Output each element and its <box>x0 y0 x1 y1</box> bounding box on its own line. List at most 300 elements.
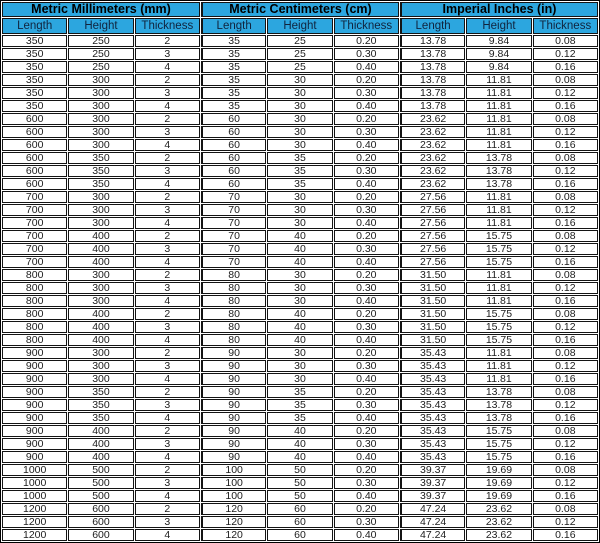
cell: 0.20 <box>334 386 399 398</box>
cell: 35.43 <box>400 438 465 450</box>
cell: 60 <box>267 529 332 541</box>
cell: 300 <box>68 126 133 138</box>
table-row <box>2 61 598 73</box>
cell: 300 <box>68 282 133 294</box>
cell: 2 <box>135 191 200 203</box>
table-row <box>2 113 598 125</box>
cell: 0.08 <box>533 308 598 320</box>
cell: 80 <box>201 334 266 346</box>
table-row <box>2 360 598 372</box>
cell: 900 <box>2 425 67 437</box>
cell: 500 <box>68 477 133 489</box>
cell: 23.62 <box>466 529 531 541</box>
cell: 0.30 <box>334 321 399 333</box>
cell: 4 <box>135 256 200 268</box>
cell: 30 <box>267 347 332 359</box>
cell: 0.08 <box>533 503 598 515</box>
cell: 400 <box>68 425 133 437</box>
cell: 11.81 <box>466 373 531 385</box>
cell: 13.78 <box>466 386 531 398</box>
cell: 30 <box>267 100 332 112</box>
cell: 19.69 <box>466 477 531 489</box>
cell: 3 <box>135 243 200 255</box>
cell: 40 <box>267 243 332 255</box>
cell: 31.50 <box>400 334 465 346</box>
cell: 0.16 <box>533 256 598 268</box>
cell: 0.12 <box>533 516 598 528</box>
cell: 40 <box>267 321 332 333</box>
cell: 47.24 <box>400 516 465 528</box>
cell: 3 <box>135 516 200 528</box>
table-row <box>2 503 598 515</box>
table-row <box>2 295 598 307</box>
cell: 3 <box>135 477 200 489</box>
cell: 35.43 <box>400 412 465 424</box>
cell: 19.69 <box>466 490 531 502</box>
table-row <box>2 282 598 294</box>
cell: 11.81 <box>466 204 531 216</box>
cell: 350 <box>68 399 133 411</box>
cell: 39.37 <box>400 477 465 489</box>
cell: 700 <box>2 204 67 216</box>
cell: 13.78 <box>400 74 465 86</box>
cell: 30 <box>267 74 332 86</box>
cell: 0.40 <box>334 61 399 73</box>
col-header-in-length: Length <box>400 18 465 34</box>
cell: 0.08 <box>533 74 598 86</box>
table-row <box>2 191 598 203</box>
cell: 900 <box>2 438 67 450</box>
cell: 27.56 <box>400 256 465 268</box>
cell: 4 <box>135 334 200 346</box>
cell: 250 <box>68 61 133 73</box>
group-title-metric-mm: Metric Millimeters (mm) <box>2 2 200 17</box>
cell: 0.12 <box>533 48 598 60</box>
cell: 90 <box>201 412 266 424</box>
cell: 11.81 <box>466 126 531 138</box>
cell: 11.81 <box>466 360 531 372</box>
cell: 0.40 <box>334 139 399 151</box>
cell: 0.16 <box>533 412 598 424</box>
cell: 31.50 <box>400 321 465 333</box>
cell: 60 <box>267 503 332 515</box>
cell: 80 <box>201 269 266 281</box>
cell: 80 <box>201 282 266 294</box>
cell: 0.16 <box>533 217 598 229</box>
cell: 0.20 <box>334 464 399 476</box>
cell: 0.12 <box>533 204 598 216</box>
cell: 9.84 <box>466 35 531 47</box>
cell: 0.40 <box>334 256 399 268</box>
cell: 500 <box>68 490 133 502</box>
cell: 0.40 <box>334 451 399 463</box>
cell: 15.75 <box>466 230 531 242</box>
cell: 400 <box>68 308 133 320</box>
table-row <box>2 477 598 489</box>
cell: 350 <box>2 35 67 47</box>
cell: 600 <box>2 126 67 138</box>
cell: 350 <box>68 152 133 164</box>
cell: 90 <box>201 451 266 463</box>
cell: 0.12 <box>533 165 598 177</box>
cell: 350 <box>68 412 133 424</box>
cell: 4 <box>135 373 200 385</box>
cell: 400 <box>68 334 133 346</box>
cell: 0.16 <box>533 490 598 502</box>
cell: 1200 <box>2 503 67 515</box>
table-row <box>2 412 598 424</box>
table-row <box>2 126 598 138</box>
cell: 350 <box>2 100 67 112</box>
col-header-cm-thickness: Thickness <box>334 18 399 34</box>
cell: 30 <box>267 282 332 294</box>
cell: 600 <box>2 178 67 190</box>
cell: 0.30 <box>334 282 399 294</box>
cell: 0.40 <box>334 334 399 346</box>
cell: 0.12 <box>533 243 598 255</box>
cell: 2 <box>135 425 200 437</box>
cell: 13.78 <box>466 152 531 164</box>
cell: 60 <box>201 165 266 177</box>
cell: 0.30 <box>334 477 399 489</box>
cell: 1200 <box>2 516 67 528</box>
table-row <box>2 464 598 476</box>
cell: 13.78 <box>466 165 531 177</box>
cell: 1000 <box>2 490 67 502</box>
cell: 350 <box>68 165 133 177</box>
cell: 0.12 <box>533 87 598 99</box>
cell: 50 <box>267 490 332 502</box>
cell: 60 <box>201 113 266 125</box>
cell: 40 <box>267 425 332 437</box>
cell: 0.30 <box>334 87 399 99</box>
cell: 0.40 <box>334 178 399 190</box>
cell: 50 <box>267 477 332 489</box>
cell: 15.75 <box>466 451 531 463</box>
col-header-in-thickness: Thickness <box>533 18 598 34</box>
cell: 25 <box>267 48 332 60</box>
cell: 600 <box>2 113 67 125</box>
cell: 400 <box>68 243 133 255</box>
cell: 500 <box>68 464 133 476</box>
cell: 30 <box>267 139 332 151</box>
cell: 11.81 <box>466 217 531 229</box>
cell: 0.12 <box>533 360 598 372</box>
cell: 0.20 <box>334 425 399 437</box>
table-row <box>2 347 598 359</box>
cell: 0.08 <box>533 152 598 164</box>
cell: 23.62 <box>400 165 465 177</box>
cell: 15.75 <box>466 243 531 255</box>
group-title-imperial-in: Imperial Inches (in) <box>400 2 598 17</box>
cell: 0.08 <box>533 464 598 476</box>
cell: 600 <box>2 139 67 151</box>
cell: 23.62 <box>400 113 465 125</box>
cell: 35 <box>201 87 266 99</box>
cell: 80 <box>201 295 266 307</box>
cell: 2 <box>135 230 200 242</box>
cell: 0.20 <box>334 230 399 242</box>
cell: 23.62 <box>466 503 531 515</box>
cell: 3 <box>135 321 200 333</box>
cell: 600 <box>68 529 133 541</box>
cell: 30 <box>267 113 332 125</box>
cell: 100 <box>201 490 266 502</box>
cell: 4 <box>135 451 200 463</box>
table-row <box>2 438 598 450</box>
cell: 0.40 <box>334 490 399 502</box>
size-table-body <box>2 35 598 541</box>
cell: 13.78 <box>400 87 465 99</box>
group-title-metric-cm: Metric Centimeters (cm) <box>201 2 399 17</box>
cell: 35.43 <box>400 451 465 463</box>
cell: 0.12 <box>533 477 598 489</box>
cell: 35 <box>201 100 266 112</box>
cell: 90 <box>201 399 266 411</box>
cell: 31.50 <box>400 295 465 307</box>
cell: 600 <box>2 152 67 164</box>
cell: 0.08 <box>533 347 598 359</box>
col-header-in-height: Height <box>466 18 531 34</box>
cell: 3 <box>135 360 200 372</box>
cell: 0.30 <box>334 399 399 411</box>
table-row <box>2 321 598 333</box>
cell: 23.62 <box>400 139 465 151</box>
table-row <box>2 100 598 112</box>
table-row <box>2 256 598 268</box>
table-row <box>2 334 598 346</box>
table-row <box>2 87 598 99</box>
table-row <box>2 204 598 216</box>
cell: 2 <box>135 347 200 359</box>
cell: 2 <box>135 503 200 515</box>
cell: 0.12 <box>533 321 598 333</box>
cell: 11.81 <box>466 113 531 125</box>
cell: 2 <box>135 464 200 476</box>
cell: 0.08 <box>533 113 598 125</box>
col-header-mm-thickness: Thickness <box>135 18 200 34</box>
cell: 23.62 <box>400 178 465 190</box>
cell: 23.62 <box>400 126 465 138</box>
cell: 11.81 <box>466 282 531 294</box>
cell: 35 <box>267 165 332 177</box>
cell: 15.75 <box>466 256 531 268</box>
cell: 35.43 <box>400 347 465 359</box>
cell: 3 <box>135 438 200 450</box>
cell: 300 <box>68 113 133 125</box>
cell: 90 <box>201 438 266 450</box>
cell: 9.84 <box>466 48 531 60</box>
cell: 60 <box>201 126 266 138</box>
column-header-row <box>2 18 598 34</box>
table-row <box>2 178 598 190</box>
cell: 0.08 <box>533 230 598 242</box>
table-row <box>2 425 598 437</box>
cell: 90 <box>201 360 266 372</box>
table-row <box>2 165 598 177</box>
cell: 350 <box>2 48 67 60</box>
table-row <box>2 399 598 411</box>
cell: 300 <box>68 191 133 203</box>
cell: 250 <box>68 48 133 60</box>
cell: 100 <box>201 477 266 489</box>
cell: 0.30 <box>334 204 399 216</box>
cell: 0.20 <box>334 35 399 47</box>
cell: 1000 <box>2 477 67 489</box>
cell: 23.62 <box>466 516 531 528</box>
cell: 800 <box>2 334 67 346</box>
cell: 0.20 <box>334 269 399 281</box>
cell: 600 <box>68 503 133 515</box>
cell: 0.08 <box>533 386 598 398</box>
cell: 0.12 <box>533 438 598 450</box>
cell: 60 <box>201 178 266 190</box>
cell: 2 <box>135 386 200 398</box>
cell: 4 <box>135 490 200 502</box>
cell: 30 <box>267 217 332 229</box>
col-header-mm-length: Length <box>2 18 67 34</box>
cell: 11.81 <box>466 191 531 203</box>
cell: 0.12 <box>533 282 598 294</box>
table-row <box>2 74 598 86</box>
cell: 300 <box>68 100 133 112</box>
cell: 2 <box>135 152 200 164</box>
table-row <box>2 308 598 320</box>
cell: 3 <box>135 165 200 177</box>
cell: 31.50 <box>400 282 465 294</box>
table-header <box>2 2 598 34</box>
cell: 800 <box>2 321 67 333</box>
cell: 800 <box>2 269 67 281</box>
cell: 0.12 <box>533 126 598 138</box>
cell: 900 <box>2 399 67 411</box>
cell: 0.40 <box>334 373 399 385</box>
cell: 35.43 <box>400 399 465 411</box>
cell: 0.16 <box>533 100 598 112</box>
cell: 700 <box>2 191 67 203</box>
cell: 350 <box>2 87 67 99</box>
col-header-cm-length: Length <box>201 18 266 34</box>
cell: 23.62 <box>400 152 465 164</box>
cell: 15.75 <box>466 321 531 333</box>
cell: 120 <box>201 503 266 515</box>
cell: 31.50 <box>400 269 465 281</box>
cell: 300 <box>68 204 133 216</box>
cell: 19.69 <box>466 464 531 476</box>
table-row <box>2 529 598 541</box>
table-row <box>2 490 598 502</box>
cell: 400 <box>68 321 133 333</box>
cell: 0.40 <box>334 529 399 541</box>
cell: 39.37 <box>400 464 465 476</box>
cell: 13.78 <box>466 178 531 190</box>
cell: 35.43 <box>400 386 465 398</box>
cell: 13.78 <box>400 61 465 73</box>
cell: 30 <box>267 87 332 99</box>
group-header-row <box>2 2 598 17</box>
cell: 400 <box>68 451 133 463</box>
cell: 60 <box>201 152 266 164</box>
table-row <box>2 373 598 385</box>
cell: 0.30 <box>334 126 399 138</box>
cell: 4 <box>135 178 200 190</box>
cell: 0.30 <box>334 48 399 60</box>
cell: 15.75 <box>466 334 531 346</box>
cell: 70 <box>201 230 266 242</box>
cell: 3 <box>135 399 200 411</box>
table-row <box>2 243 598 255</box>
cell: 35.43 <box>400 360 465 372</box>
cell: 0.16 <box>533 373 598 385</box>
cell: 4 <box>135 295 200 307</box>
cell: 0.30 <box>334 438 399 450</box>
cell: 11.81 <box>466 295 531 307</box>
cell: 4 <box>135 529 200 541</box>
cell: 70 <box>201 217 266 229</box>
cell: 300 <box>68 373 133 385</box>
cell: 39.37 <box>400 490 465 502</box>
cell: 40 <box>267 308 332 320</box>
col-header-mm-height: Height <box>68 18 133 34</box>
cell: 300 <box>68 347 133 359</box>
cell: 0.30 <box>334 360 399 372</box>
cell: 15.75 <box>466 425 531 437</box>
cell: 80 <box>201 321 266 333</box>
cell: 35 <box>267 386 332 398</box>
cell: 4 <box>135 100 200 112</box>
cell: 700 <box>2 230 67 242</box>
cell: 13.78 <box>400 100 465 112</box>
cell: 0.30 <box>334 165 399 177</box>
cell: 15.75 <box>466 308 531 320</box>
cell: 0.40 <box>334 100 399 112</box>
cell: 600 <box>68 516 133 528</box>
cell: 0.12 <box>533 399 598 411</box>
cell: 900 <box>2 373 67 385</box>
cell: 700 <box>2 217 67 229</box>
cell: 60 <box>267 516 332 528</box>
cell: 700 <box>2 243 67 255</box>
cell: 0.40 <box>334 412 399 424</box>
cell: 90 <box>201 347 266 359</box>
cell: 300 <box>68 217 133 229</box>
cell: 70 <box>201 191 266 203</box>
cell: 47.24 <box>400 503 465 515</box>
cell: 35 <box>201 35 266 47</box>
cell: 0.16 <box>533 451 598 463</box>
cell: 900 <box>2 347 67 359</box>
cell: 4 <box>135 139 200 151</box>
cell: 40 <box>267 334 332 346</box>
cell: 11.81 <box>466 347 531 359</box>
cell: 0.16 <box>533 334 598 346</box>
cell: 50 <box>267 464 332 476</box>
cell: 13.78 <box>466 399 531 411</box>
cell: 350 <box>2 61 67 73</box>
cell: 0.20 <box>334 113 399 125</box>
cell: 35 <box>267 152 332 164</box>
cell: 27.56 <box>400 191 465 203</box>
cell: 40 <box>267 451 332 463</box>
cell: 47.24 <box>400 529 465 541</box>
cell: 9.84 <box>466 61 531 73</box>
cell: 800 <box>2 282 67 294</box>
table-row <box>2 516 598 528</box>
cell: 300 <box>68 139 133 151</box>
cell: 90 <box>201 425 266 437</box>
cell: 900 <box>2 451 67 463</box>
table-row <box>2 217 598 229</box>
